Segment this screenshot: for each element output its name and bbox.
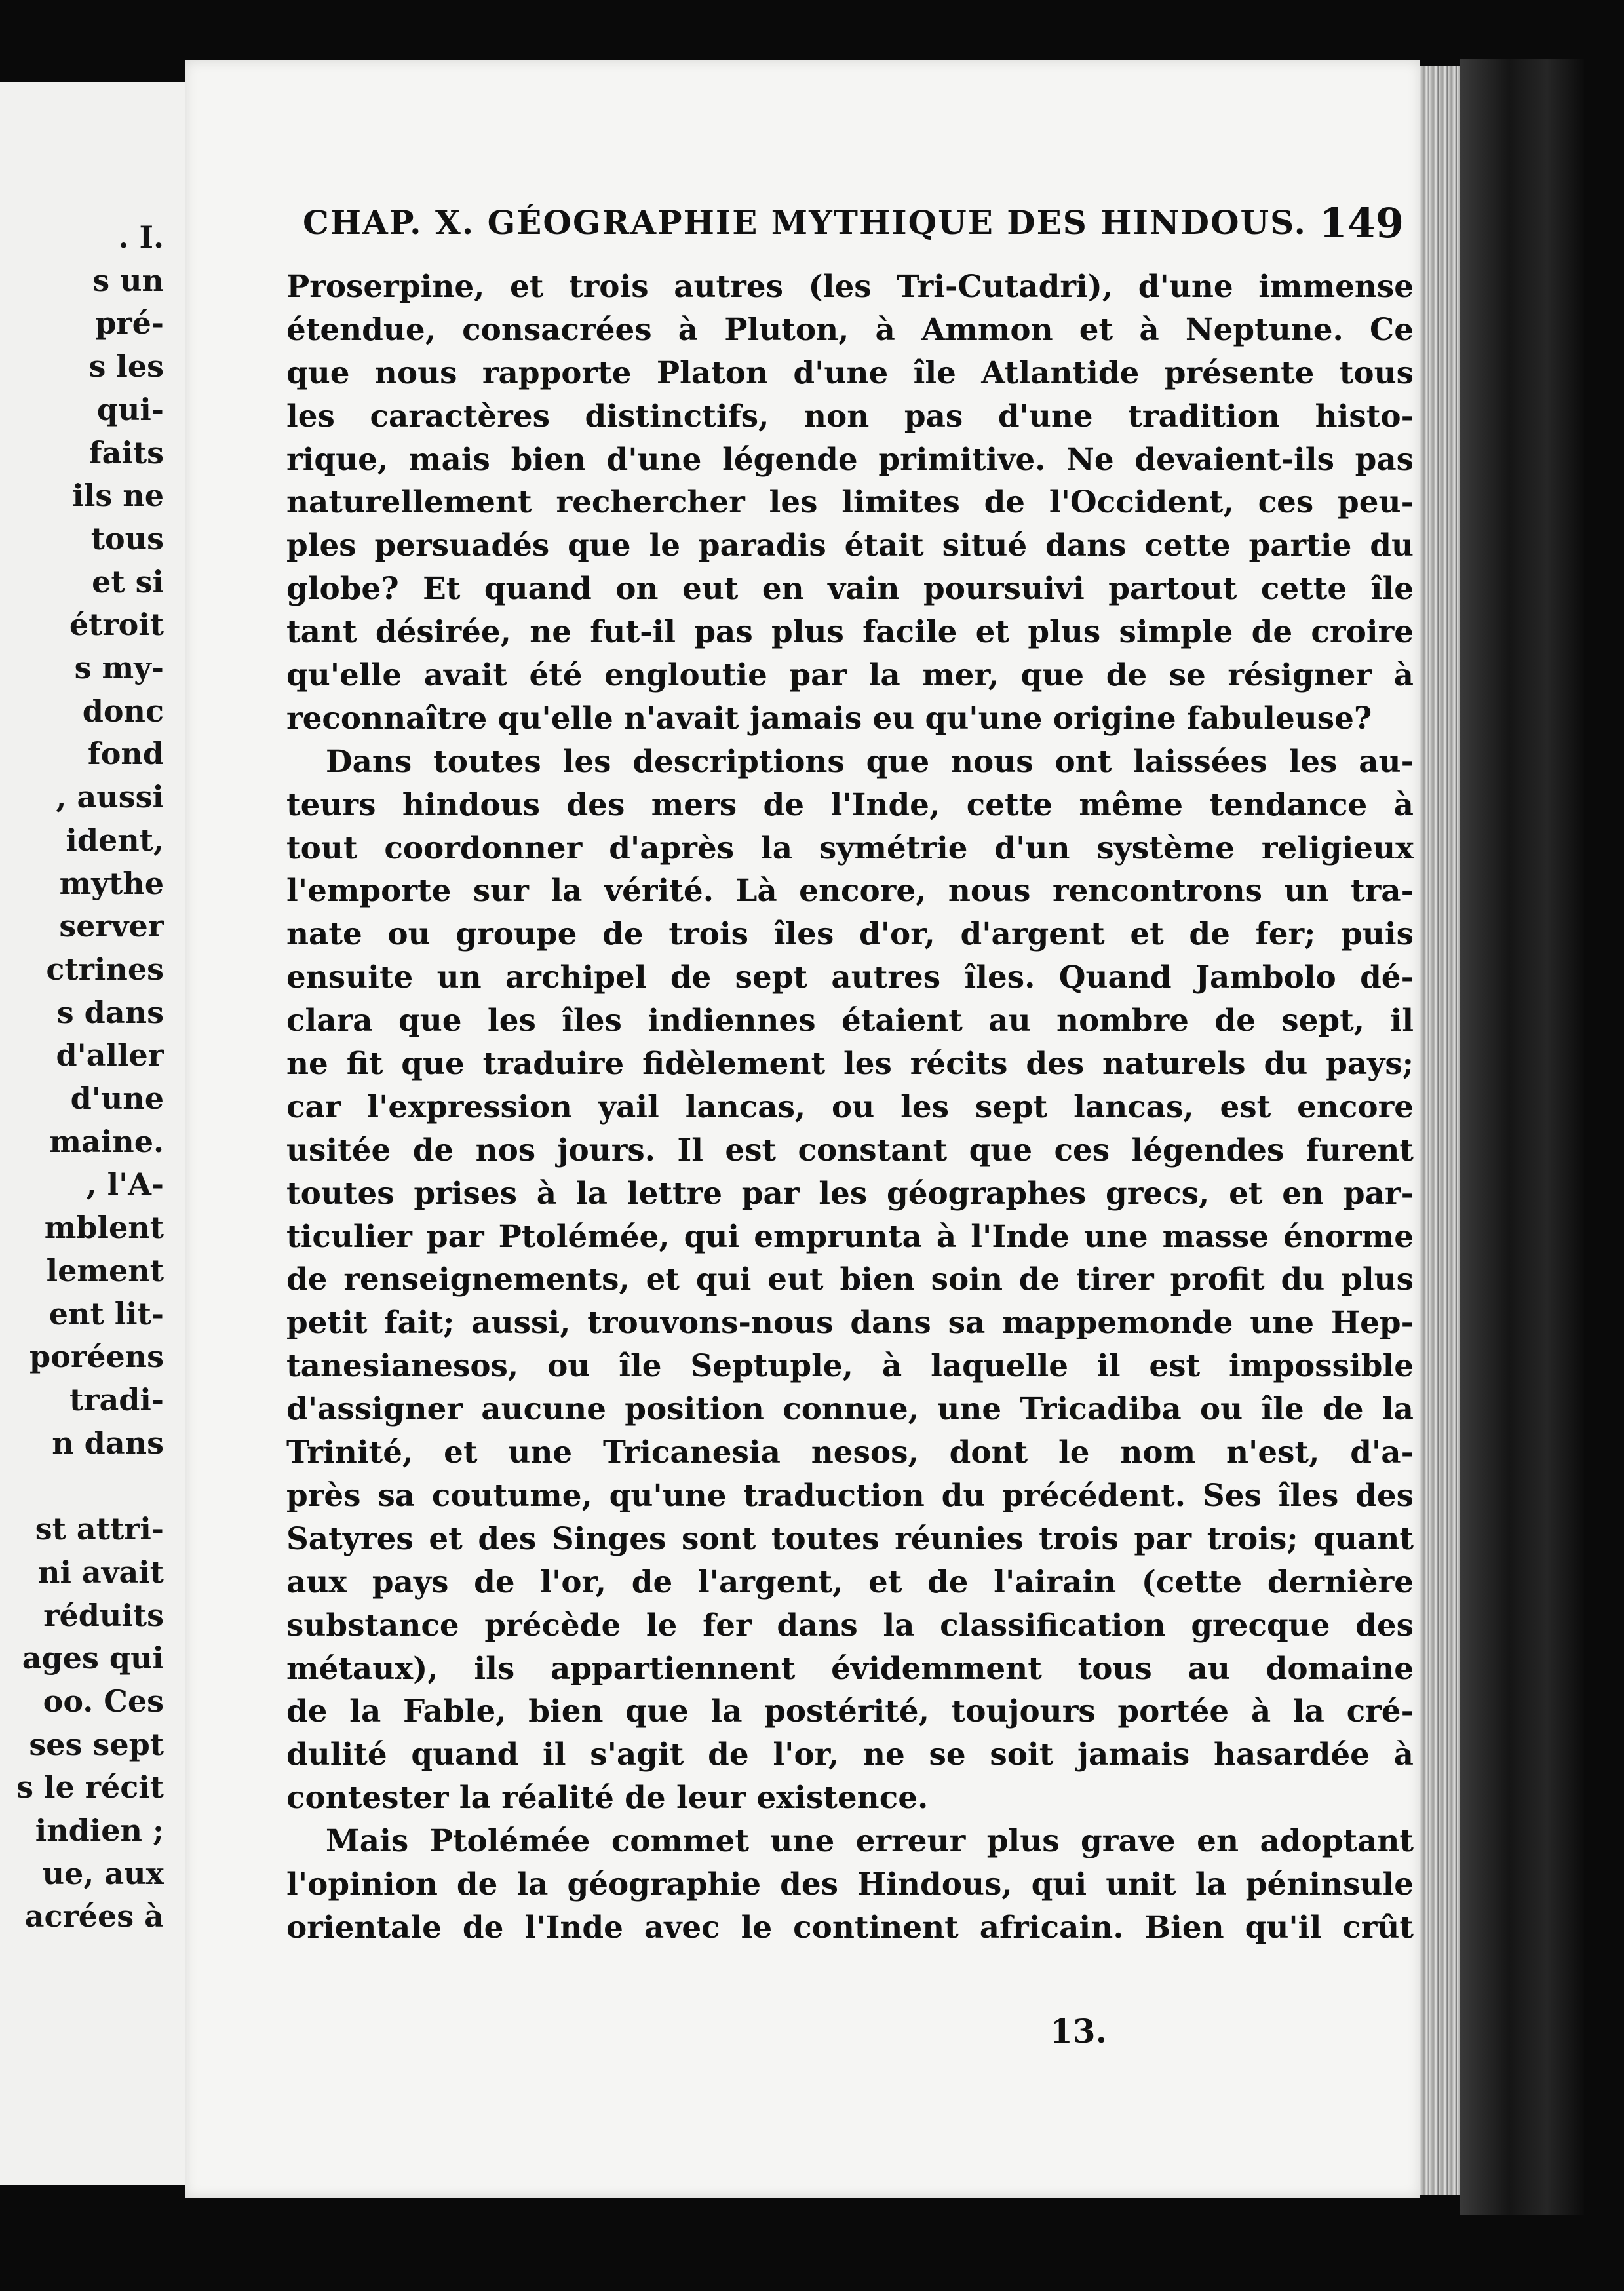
facing-text-line: st attri- (35, 1511, 164, 1547)
text-line: l'emporte sur la vérité. Là encore, nous rencontrons un tra- (286, 873, 1414, 910)
facing-text-line: indien ; (35, 1813, 164, 1849)
text-line: de la Fable, bien que la postérité, toujours portée à la cré- (286, 1693, 1414, 1730)
facing-text-line: poréens (29, 1339, 164, 1375)
facing-text-line: ctrines (46, 951, 164, 987)
facing-text-line: et si (92, 564, 164, 600)
facing-text-line: s my- (74, 650, 164, 686)
text-line: globe? Et quand on eut en vain poursuivi partout cette île (286, 571, 1414, 607)
facing-text-line: n dans (52, 1425, 164, 1461)
text-line: l'opinion de la géographie des Hindous, qui unit la péninsule (286, 1866, 1414, 1902)
facing-text-line: s un (92, 262, 164, 298)
text-line: les caractères distinctifs, non pas d'une tradition histo- (286, 398, 1414, 434)
facing-text-line: s les (88, 349, 164, 385)
facing-text-line: donc (82, 693, 164, 729)
facing-text-line: server (59, 908, 164, 944)
text-line: métaux), ils appartiennent évidemment tous au domaine (286, 1650, 1414, 1687)
text-line: tant désirée, ne fut-il pas plus facile et plus simple de croire (286, 614, 1414, 651)
facing-text-line: ent lit- (48, 1296, 164, 1332)
facing-text-line: s le récit (16, 1769, 164, 1805)
text-line: ne fit que traduire fidèlement les récits des naturels du pays; (286, 1046, 1414, 1083)
facing-text-line: , l'A- (86, 1166, 164, 1203)
facing-text-line: fond (87, 736, 164, 772)
text-line: d'assigner aucune position connue, une Tricadiba ou île de la (286, 1391, 1414, 1428)
text-line: contester la réalité de leur existence. (286, 1780, 929, 1817)
running-head (303, 199, 1417, 262)
text-line: Trinité, et une Tricanesia nesos, dont le nom n'est, d'a- (286, 1434, 1414, 1471)
text-line: aux pays de l'or, de l'argent, et de l'airain (cette dernière (286, 1564, 1414, 1600)
text-line: car l'expression yail lancas, ou les sept lancas, est encore (286, 1088, 1414, 1125)
text-line: près sa coutume, qu'une traduction du précédent. Ses îles des (286, 1477, 1414, 1514)
text-line: teurs hindous des mers de l'Inde, cette même tendance à (286, 786, 1414, 823)
facing-text-line: d'aller (56, 1037, 164, 1073)
facing-text-line: lement (46, 1252, 164, 1288)
text-line: substance précède le fer dans la classification grecque des (286, 1607, 1414, 1644)
text-line: ples persuadés que le paradis était situé dans cette partie du (286, 528, 1414, 564)
facing-text-line: ages qui (22, 1640, 164, 1676)
text-line: tout coordonner d'après la symétrie d'un système religieux (286, 830, 1414, 866)
facing-text-line: réduits (43, 1597, 164, 1633)
facing-text-line: qui- (96, 391, 164, 427)
facing-text-line: ident, (66, 822, 164, 858)
facing-text-line: tous (90, 520, 164, 556)
facing-text-line: oo. Ces (43, 1683, 164, 1719)
facing-text-line: d'une (70, 1081, 164, 1117)
text-line: nate ou groupe de trois îles d'or, d'argent et de fer; puis (286, 916, 1414, 953)
text-line: que nous rapporte Platon d'une île Atlantide présente tous (286, 355, 1414, 391)
facing-text-line: , aussi (56, 779, 164, 815)
facing-text-line: . I. (118, 220, 164, 255)
text-line: rique, mais bien d'une légende primitive. Ne devaient-ils pas (286, 441, 1414, 478)
text-line: petit fait; aussi, trouvons-nous dans sa mappemonde une Hep- (286, 1305, 1414, 1341)
facing-text-line: maine. (49, 1123, 164, 1159)
text-line: clara que les îles indiennes étaient au nombre de sept, il (286, 1003, 1414, 1039)
facing-text-line: étroit (69, 607, 164, 643)
facing-text-line: mblent (44, 1210, 164, 1246)
text-line: reconnaître qu'elle n'avait jamais eu qu'une origine fabuleuse? (286, 700, 1372, 737)
text-line: usitée de nos jours. Il est constant que ces légendes furent (286, 1132, 1414, 1168)
text-line: Mais Ptolémée commet une erreur plus grave en adoptant (326, 1823, 1414, 1860)
text-line: naturellement rechercher les limites de l'Occident, ces peu- (286, 484, 1414, 521)
text-line: étendue, consacrées à Pluton, à Ammon et à Neptune. Ce (286, 311, 1414, 348)
book-cover-edge (1460, 59, 1584, 2215)
facing-text-line: tradi- (69, 1381, 164, 1417)
text-line: toutes prises à la lettre par les géographes grecs, et en par- (286, 1175, 1414, 1212)
signature-mark: 13. (1050, 2012, 1107, 2050)
facing-page-fragment (0, 82, 194, 2185)
text-line: qu'elle avait été engloutie par la mer, que de se résigner à (286, 657, 1414, 694)
facing-text-line: ils ne (72, 478, 164, 514)
text-line: tanesianesos, ou île Septuple, à laquelle il est impossible (286, 1348, 1414, 1385)
facing-page-text (16, 216, 164, 1938)
facing-text-line: ses sept (29, 1726, 164, 1762)
text-line: ensuite un archipel de sept autres îles. Quand Jambolo dé- (286, 959, 1414, 996)
facing-text-line: ue, aux (42, 1855, 164, 1891)
running-title: CHAP. X. GÉOGRAPHIE MYTHIQUE DES HINDOUS. (303, 203, 1307, 242)
facing-text-line: ni avait (38, 1554, 164, 1590)
book-page (185, 60, 1420, 2198)
body-text (286, 265, 1414, 1950)
facing-text-line: acrées à (24, 1898, 164, 1935)
facing-text-line: mythe (59, 865, 164, 901)
page-stack-edge (1420, 66, 1460, 2195)
text-line: Satyres et des Singes sont toutes réunies trois par trois; quant (286, 1520, 1414, 1557)
facing-text-line: faits (88, 434, 164, 471)
facing-text-line (16, 1465, 164, 1508)
text-line: de renseignements, et qui eut bien soin de tirer profit du plus (286, 1261, 1414, 1298)
text-line: Proserpine, et trois autres (les Tri-Cutadri), d'une immense (286, 269, 1414, 305)
text-line: ticulier par Ptolémée, qui emprunta à l'Inde une masse énorme (286, 1218, 1414, 1255)
text-line: orientale de l'Inde avec le continent africain. Bien qu'il crût (286, 1909, 1414, 1946)
facing-text-line: s dans (56, 994, 164, 1030)
text-line: dulité quand il s'agit de l'or, ne se soit jamais hasardée à (286, 1737, 1414, 1773)
text-line: Dans toutes les descriptions que nous ont laissées les au- (326, 743, 1414, 780)
page-number: 149 (1319, 199, 1404, 247)
facing-text-line: pré- (95, 305, 164, 341)
